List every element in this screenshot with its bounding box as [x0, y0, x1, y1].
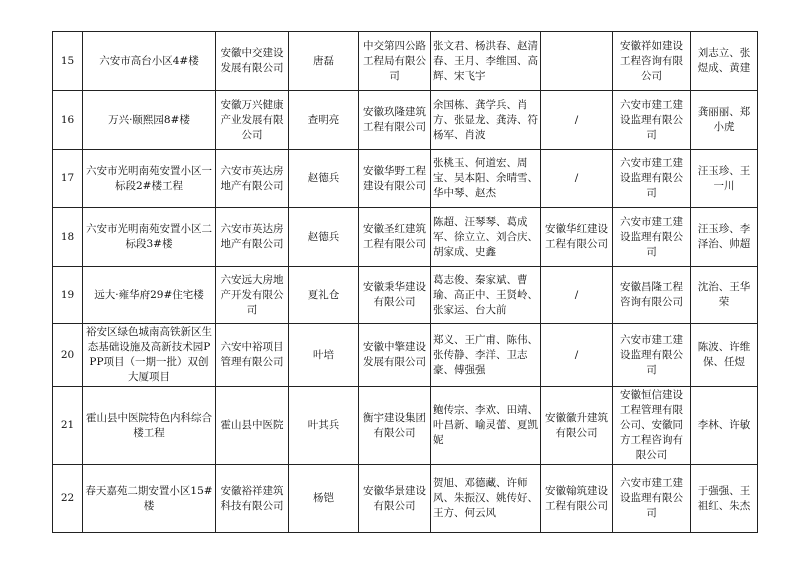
subcontractor: /: [541, 91, 613, 150]
row-number: 18: [53, 208, 83, 267]
contractor-staff: 张文君、杨洪春、赵清春、王月、李维国、高辉、宋飞宇: [431, 32, 541, 91]
project-name: 春天嘉苑二期安置小区15#楼: [83, 465, 216, 533]
supervisor-staff: 陈波、许维保、任煜: [691, 324, 758, 387]
contractor-staff: 陈超、汪琴琴、葛成军、徐立立、刘合庆、胡家成、史鑫: [431, 208, 541, 267]
contractor-staff: 葛志俊、秦家斌、曹瑜、高正中、王贤岭、张家运、台大前: [431, 267, 541, 324]
supervisor: 六安市建工建设监理有限公司: [613, 208, 691, 267]
builder-unit: 安徽裕祥建筑科技有限公司: [216, 465, 289, 533]
project-name: 六安市光明南苑安置小区一标段2#楼工程: [83, 150, 216, 208]
contractor: 安徽玖隆建筑工程有限公司: [359, 91, 431, 150]
supervisor: 安徽恒信建设工程管理有限公司、安徽同方工程咨询有限公司: [613, 387, 691, 465]
supervisor: 安徽祥如建设工程咨询有限公司: [613, 32, 691, 91]
supervisor: 六安市建工建设监理有限公司: [613, 324, 691, 387]
project-name: 霍山县中医院特色内科综合楼工程: [83, 387, 216, 465]
subcontractor: /: [541, 150, 613, 208]
builder-unit: 安徽中交建设发展有限公司: [216, 32, 289, 91]
contractor-staff: 贺旭、邓德藏、许师风、朱振汉、姚传好、王方、何云风: [431, 465, 541, 533]
table-row: [53, 208, 758, 267]
contractor: 安徽秉华建设有限公司: [359, 267, 431, 324]
builder-unit: 六安市英达房地产有限公司: [216, 208, 289, 267]
supervisor-staff: 汪玉珍、王一川: [691, 150, 758, 208]
project-name: 万兴·颐熙园8#楼: [83, 91, 216, 150]
row-number: 22: [53, 465, 83, 533]
supervisor: 六安市建工建设监理有限公司: [613, 150, 691, 208]
contractor-staff: 鲍传宗、李欢、田靖、叶昌新、喻灵蕾、夏凯妮: [431, 387, 541, 465]
builder-unit: 六安远大房地产开发有限公司: [216, 267, 289, 324]
project-name: 远大·雍华府29#住宅楼: [83, 267, 216, 324]
project-manager: 查明亮: [289, 91, 359, 150]
contractor: 中交第四公路工程局有限公司: [359, 32, 431, 91]
subcontractor: 安徽华红建设工程有限公司: [541, 208, 613, 267]
project-table: [52, 31, 758, 533]
contractor: 安徽华野工程建设有限公司: [359, 150, 431, 208]
table-row: [53, 150, 758, 208]
supervisor-staff: 汪玉珍、李泽治、帅超: [691, 208, 758, 267]
row-number: 15: [53, 32, 83, 91]
builder-unit: 安徽万兴健康产业发展有限公司: [216, 91, 289, 150]
table-row: [53, 91, 758, 150]
subcontractor: /: [541, 267, 613, 324]
supervisor-staff: 于强强、王祖红、朱杰: [691, 465, 758, 533]
contractor-staff: 余国栋、龚学兵、肖方、张显龙、龚涛、符杨军、肖波: [431, 91, 541, 150]
table-row: [53, 324, 758, 387]
builder-unit: 六安中裕项目管理有限公司: [216, 324, 289, 387]
table-row: [53, 387, 758, 465]
project-manager: 叶其兵: [289, 387, 359, 465]
supervisor-staff: 李林、许敏: [691, 387, 758, 465]
contractor-staff: 张桃玉、何道宏、周宝、吴本阳、余晴雪、华中琴、赵杰: [431, 150, 541, 208]
table-row: [53, 465, 758, 533]
subcontractor: 安徽翰筑建设工程有限公司: [541, 465, 613, 533]
row-number: 16: [53, 91, 83, 150]
project-manager: 夏礼仓: [289, 267, 359, 324]
project-manager: 叶培: [289, 324, 359, 387]
project-name: 裕安区绿色城南高铁新区生态基础设施及高新技术园PPP项目（一期一批）双创大厦项目: [83, 324, 216, 387]
table-row: [53, 32, 758, 91]
contractor-staff: 郑义、王广甫、陈伟、张传静、李洋、卫志豪、傅强强: [431, 324, 541, 387]
supervisor: 六安市建工建设监理有限公司: [613, 91, 691, 150]
contractor: 安徽圣红建筑工程有限公司: [359, 208, 431, 267]
row-number: 17: [53, 150, 83, 208]
project-manager: 唐磊: [289, 32, 359, 91]
builder-unit: 六安市英达房地产有限公司: [216, 150, 289, 208]
row-number: 19: [53, 267, 83, 324]
table-row: [53, 267, 758, 324]
subcontractor: 安徽徽升建筑有限公司: [541, 387, 613, 465]
supervisor: 六安市建工建设监理有限公司: [613, 465, 691, 533]
builder-unit: 霍山县中医院: [216, 387, 289, 465]
row-number: 20: [53, 324, 83, 387]
project-name: 六安市光明南苑安置小区二标段3#楼: [83, 208, 216, 267]
supervisor-staff: 沈治、王华荣: [691, 267, 758, 324]
supervisor-staff: 刘志立、张煜成、黄建: [691, 32, 758, 91]
project-manager: 赵德兵: [289, 150, 359, 208]
supervisor-staff: 龚丽丽、郑小虎: [691, 91, 758, 150]
subcontractor: /: [541, 324, 613, 387]
contractor: 衡宇建设集团有限公司: [359, 387, 431, 465]
project-name: 六安市高台小区4#楼: [83, 32, 216, 91]
subcontractor: [541, 32, 613, 91]
row-number: 21: [53, 387, 83, 465]
project-manager: 赵德兵: [289, 208, 359, 267]
supervisor: 安徽昌隆工程咨询有限公司: [613, 267, 691, 324]
contractor: 安徽华景建设有限公司: [359, 465, 431, 533]
contractor: 安徽中擎建设发展有限公司: [359, 324, 431, 387]
project-manager: 杨铠: [289, 465, 359, 533]
